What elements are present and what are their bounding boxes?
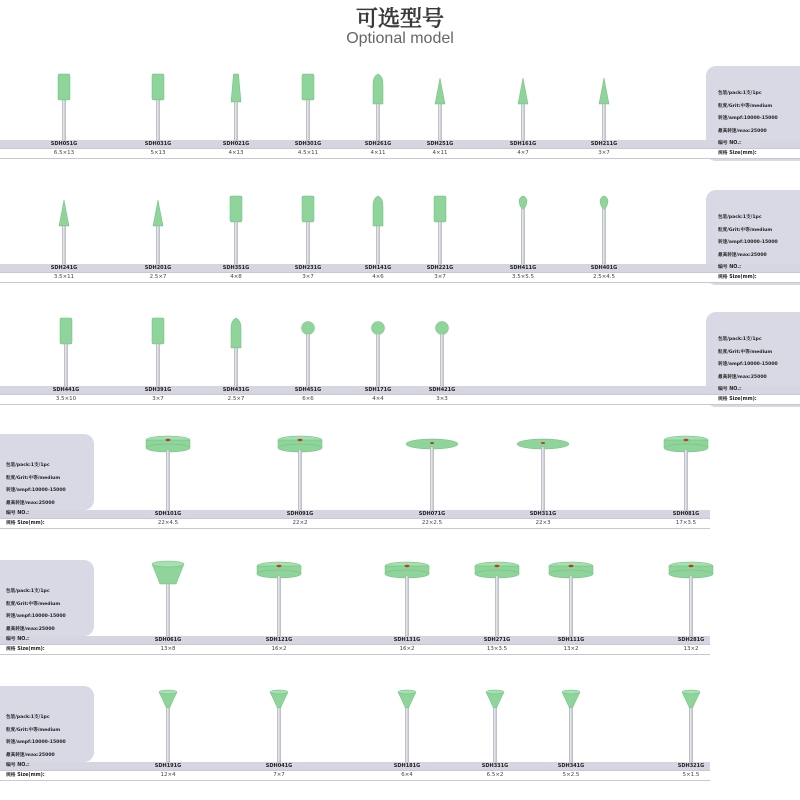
spec-pack: 包装/pack:1支/1pc	[718, 91, 762, 96]
spec-max: 最高转速/max:25000	[718, 374, 767, 380]
page-title: 可选型号	[355, 7, 444, 32]
spec-rpm: 转速/ampf:10000-15000	[718, 116, 778, 121]
product-code: SDH041G	[265, 763, 293, 769]
product-code: SDH211G	[590, 141, 618, 147]
product-code: SDH131G	[393, 637, 421, 643]
product-size: 3.5×11	[53, 274, 75, 280]
no-label: 编号 NO.:	[718, 140, 741, 146]
product-size: 13×2	[683, 646, 699, 652]
product-size: 3×7	[302, 274, 314, 280]
product-code: SDH271G	[483, 637, 511, 643]
product-code: SDH351G	[222, 265, 250, 271]
product-code: SDH161G	[509, 141, 537, 147]
product-code: SDH331G	[481, 763, 509, 769]
product-code: SDH181G	[393, 763, 421, 769]
product-size: 3×7	[598, 150, 610, 156]
product-code: SDH191G	[154, 763, 182, 769]
product-code: SDH391G	[144, 387, 172, 393]
product-size: 3.5×5.5	[511, 274, 535, 280]
spec-grit: 粒度/Grit:中等/medium	[718, 227, 773, 233]
spec-max: 最高转速/max:25000	[718, 128, 767, 134]
spec-max: 最高转速/max:25000	[718, 252, 767, 258]
tool-image-invcone	[377, 686, 437, 762]
product-code: SDH061G	[154, 637, 182, 643]
spec-grit: 粒度/Grit:中等/medium	[6, 727, 61, 733]
product-code: SDH021G	[222, 141, 250, 147]
no-label: 编号 NO.:	[718, 264, 741, 270]
product-size: 13×2	[563, 646, 579, 652]
product-size: 2.5×4.5	[592, 274, 616, 280]
tool-image-invcone	[138, 686, 198, 762]
product-size: 22×3	[535, 520, 551, 526]
product-size: 4×13	[228, 150, 244, 156]
product-code: SDH451G	[294, 387, 322, 393]
product-code: SDH221G	[426, 265, 454, 271]
spec-max: 最高转速/max:25000	[6, 500, 55, 506]
tool-image-invcone	[249, 686, 309, 762]
product-size: 3×7	[152, 396, 164, 402]
product-size: 6×4	[401, 772, 413, 778]
product-size: 5×1.5	[682, 772, 700, 778]
product-size: 2.5×7	[149, 274, 167, 280]
no-label: 编号 NO.:	[6, 510, 29, 516]
product-code: SDH201G	[144, 265, 172, 271]
size-band	[0, 770, 710, 781]
size-label: 规格 Size(mm):	[718, 150, 757, 156]
product-code: SDH301G	[294, 141, 322, 147]
spec-grit: 粒度/Grit:中等/medium	[718, 103, 773, 109]
product-code: SDH421G	[428, 387, 456, 393]
product-code: SDH281G	[677, 637, 705, 643]
spec-grit: 粒度/Grit:中等/medium	[6, 475, 61, 481]
product-size: 13×8	[160, 646, 176, 652]
product-size: 12×4	[160, 772, 176, 778]
product-size: 22×2	[292, 520, 308, 526]
product-code: SDH261G	[364, 141, 392, 147]
product-size: 3×3	[436, 396, 448, 402]
product-code: SDH251G	[426, 141, 454, 147]
spec-max: 最高转速/max:25000	[6, 626, 55, 632]
product-code: SDH321G	[677, 763, 705, 769]
spec-max: 最高转速/max:25000	[6, 752, 55, 758]
product-code: SDH411G	[509, 265, 537, 271]
product-code: SDH051G	[50, 141, 78, 147]
product-code: SDH031G	[144, 141, 172, 147]
product-size: 4.5×11	[297, 150, 319, 156]
no-label: 编号 NO.:	[6, 762, 29, 768]
product-size: 3×7	[434, 274, 446, 280]
spec-pack: 包装/pack:1支/1pc	[6, 589, 50, 594]
tool-image-invcone	[541, 686, 601, 762]
product-code: SDH111G	[557, 637, 585, 643]
tool-image-invcone	[661, 686, 721, 762]
spec-pack: 包装/pack:1支/1pc	[6, 715, 50, 720]
tool-image-invcone	[465, 686, 525, 762]
product-code: SDH101G	[154, 511, 182, 517]
product-size: 22×2.5	[421, 520, 443, 526]
product-size: 13×3.5	[486, 646, 508, 652]
product-code: SDH311G	[529, 511, 557, 517]
product-size: 6.5×2	[486, 772, 504, 778]
spec-rpm: 转速/ampf:10000-15000	[6, 488, 66, 493]
spec-rpm: 转速/ampf:10000-15000	[6, 614, 66, 619]
product-size: 6.5×13	[53, 150, 75, 156]
spec-pack: 包装/pack:1支/1pc	[718, 337, 762, 342]
spec-grit: 粒度/Grit:中等/medium	[718, 349, 773, 355]
product-size: 22×4.5	[157, 520, 179, 526]
product-size: 7×7	[273, 772, 285, 778]
no-label: 编号 NO.:	[718, 386, 741, 392]
spec-rpm: 转速/ampf:10000-15000	[718, 240, 778, 245]
size-label: 规格 Size(mm):	[6, 520, 45, 526]
page-subtitle: Optional model	[346, 30, 454, 47]
size-label: 规格 Size(mm):	[6, 772, 45, 778]
size-label: 规格 Size(mm):	[718, 274, 757, 280]
product-size: 4×8	[230, 274, 242, 280]
product-size: 4×7	[517, 150, 529, 156]
product-code: SDH431G	[222, 387, 250, 393]
code-band	[0, 762, 710, 770]
product-size: 4×11	[432, 150, 448, 156]
product-code: SDH441G	[52, 387, 80, 393]
product-size: 16×2	[399, 646, 415, 652]
product-size: 4×4	[372, 396, 384, 402]
product-code: SDH091G	[286, 511, 314, 517]
spec-rpm: 转速/ampf:10000-15000	[6, 740, 66, 745]
spec-panel	[0, 686, 94, 762]
product-code: SDH071G	[418, 511, 446, 517]
product-size: 16×2	[271, 646, 287, 652]
no-label: 编号 NO.:	[6, 636, 29, 642]
product-code: SDH401G	[590, 265, 618, 271]
product-size: 6×6	[302, 396, 314, 402]
spec-pack: 包装/pack:1支/1pc	[6, 463, 50, 468]
product-code: SDH231G	[294, 265, 322, 271]
size-label: 规格 Size(mm):	[718, 396, 757, 402]
spec-pack: 包装/pack:1支/1pc	[718, 215, 762, 220]
product-size: 2.5×7	[227, 396, 245, 402]
product-size: 17×3.5	[675, 520, 697, 526]
product-code: SDH141G	[364, 265, 392, 271]
spec-rpm: 转速/ampf:10000-15000	[718, 362, 778, 367]
product-code: SDH121G	[265, 637, 293, 643]
product-code: SDH171G	[364, 387, 392, 393]
product-code: SDH081G	[672, 511, 700, 517]
product-size: 5×2.5	[562, 772, 580, 778]
spec-grit: 粒度/Grit:中等/medium	[6, 601, 61, 607]
product-size: 3.5×10	[55, 396, 77, 402]
size-label: 规格 Size(mm):	[6, 646, 45, 652]
product-size: 4×11	[370, 150, 386, 156]
product-size: 4×6	[372, 274, 384, 280]
product-code: SDH341G	[557, 763, 585, 769]
product-code: SDH241G	[50, 265, 78, 271]
product-size: 5×13	[150, 150, 166, 156]
